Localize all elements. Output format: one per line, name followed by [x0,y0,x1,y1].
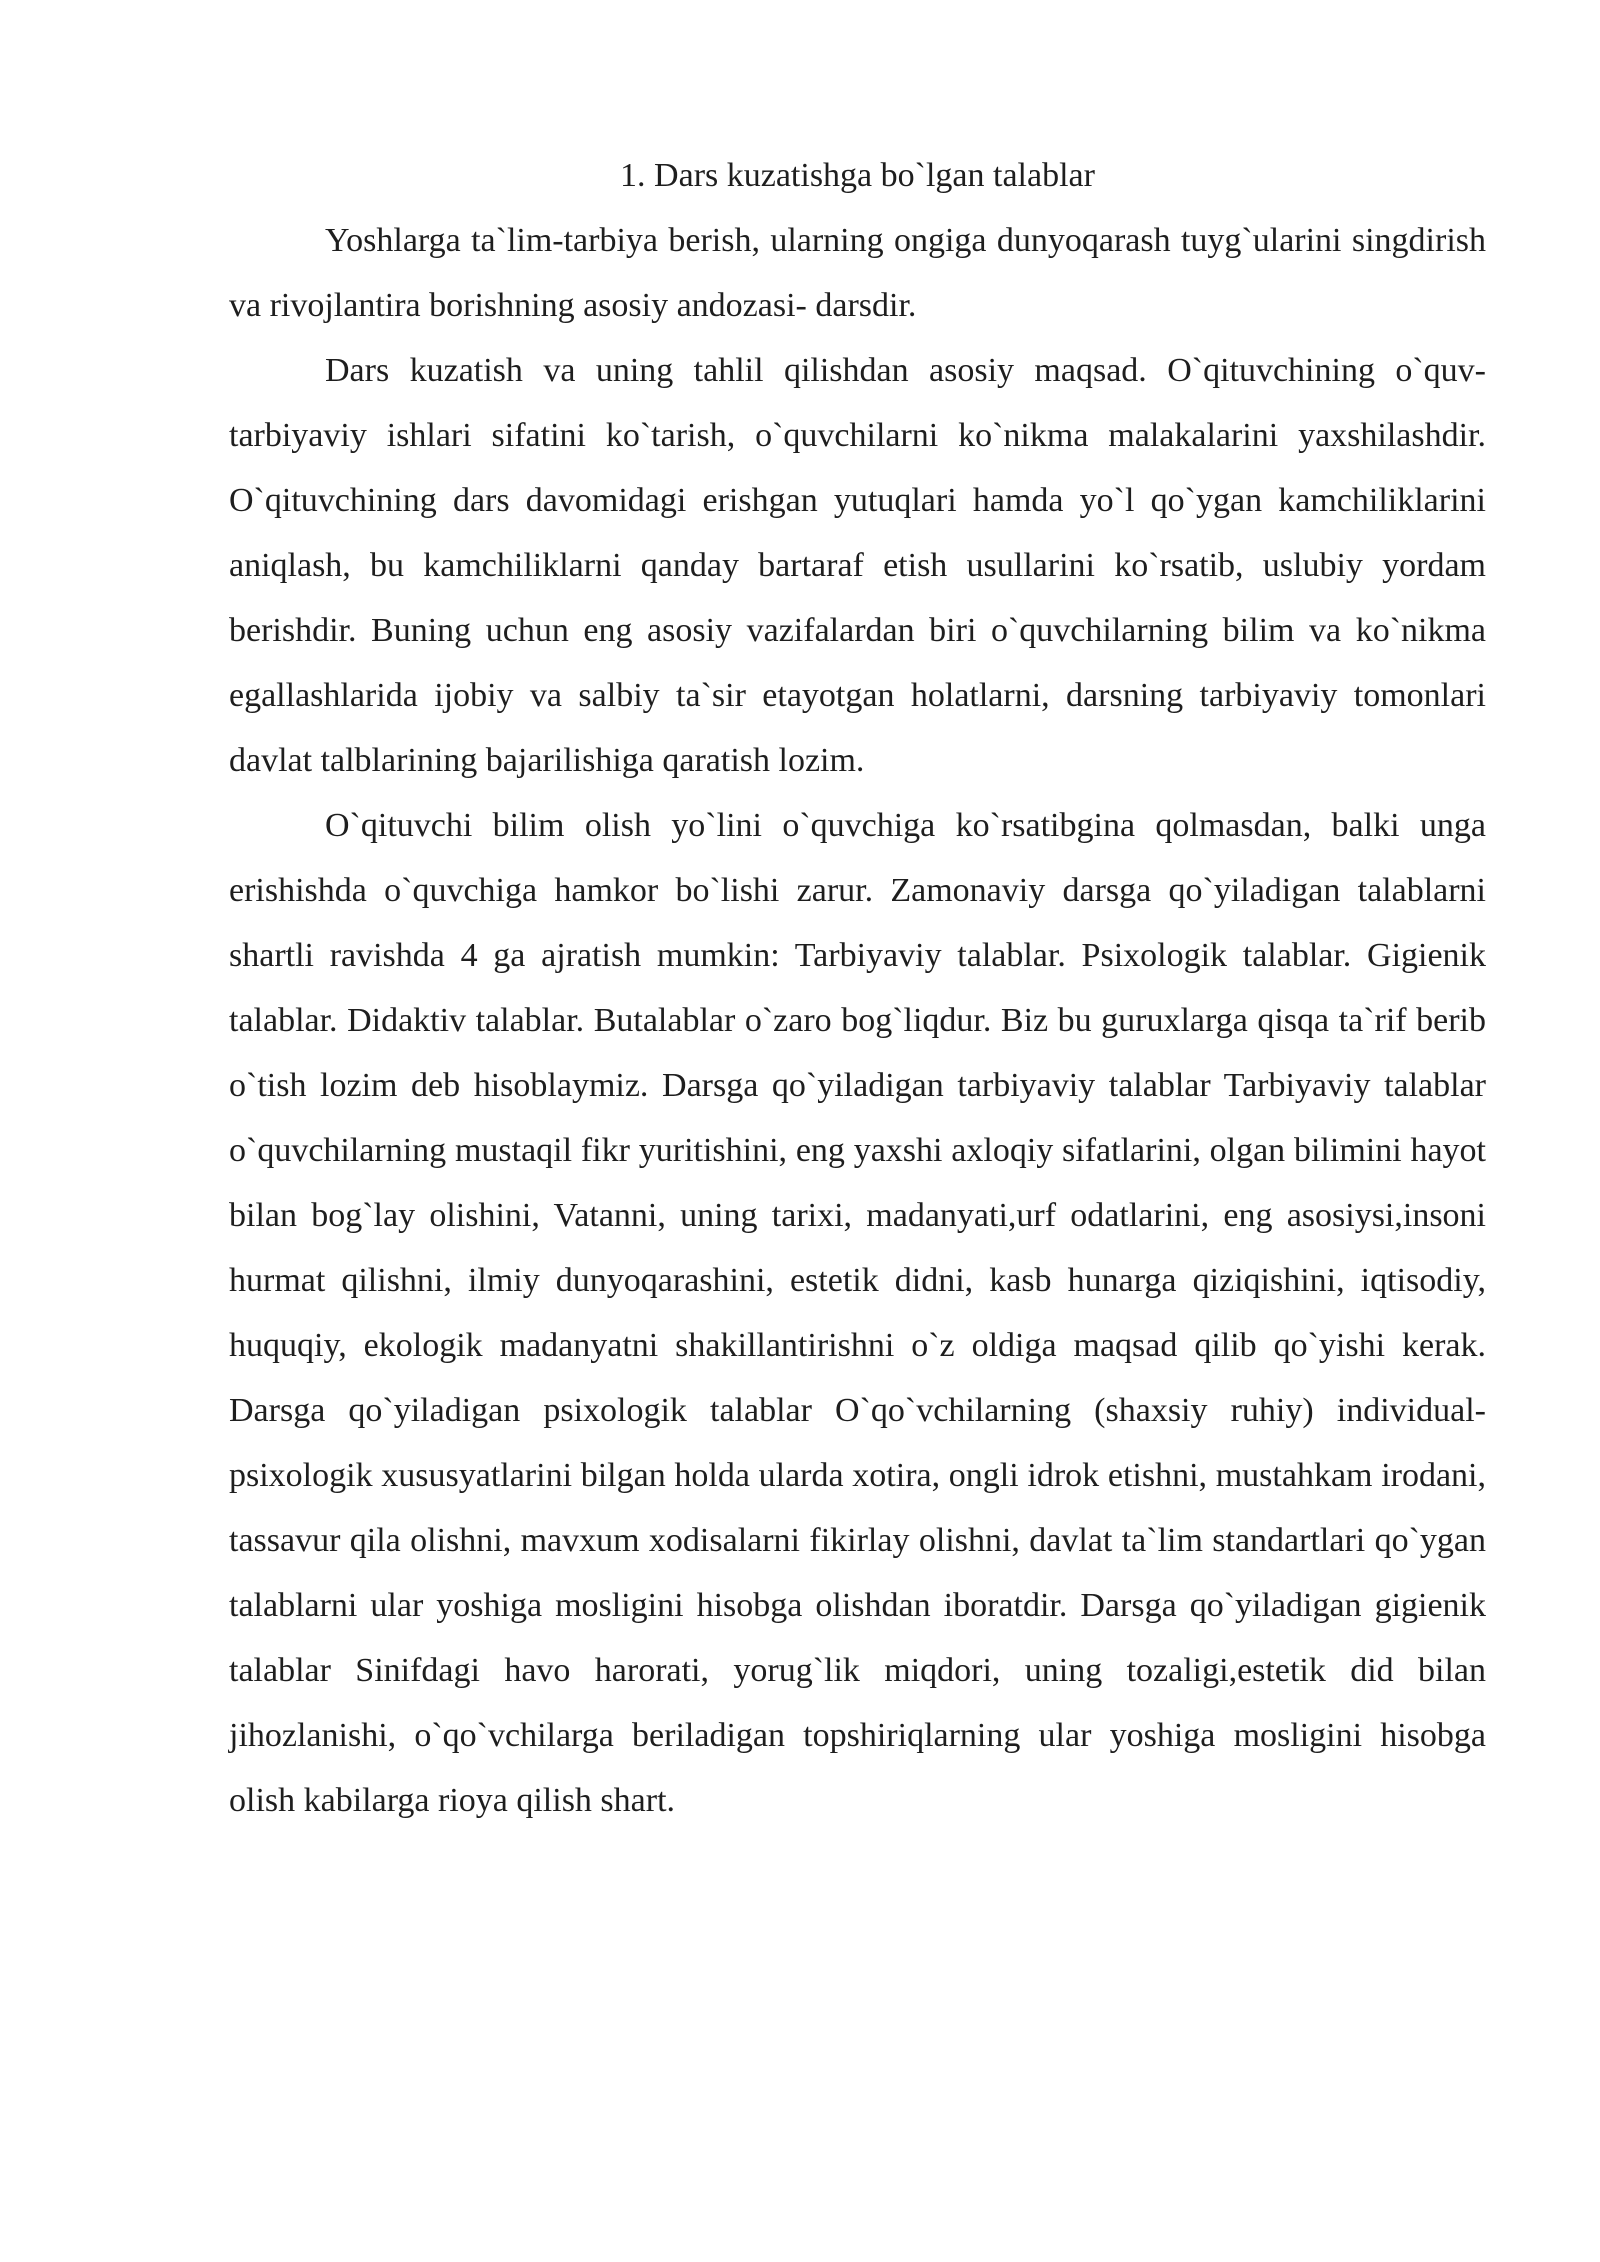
document-body [229,143,1486,1833]
paragraph-purpose: Dars kuzatish va uning tahlil qilishdan asosiy maqsad. O`qituvchining o`quv-tarbiyaviy ishlari sifatini ko`tarish, o`quvchilarni ko`nikma malakalarini yaxshilashdir. O`qituvchining dars davomidagi erishgan yutuqlari hamda yo`l qo`ygan kamchiliklarini aniqlash, bu kamchiliklarni qanday bartaraf etish usullarini ko`rsatib, uslubiy yordam berishdir. Buning uchun eng asosiy vazifalardan biri o`quvchilarning bilim va ko`nikma egallashlarida ijobiy va salbiy ta`sir etayotgan holatlarni, darsning tarbiyaviy tomonlari davlat talblarining bajarilishiga qaratish lozim. [229,352,1486,779]
paragraph-requirements: O`qituvchi bilim olish yo`lini o`quvchiga ko`rsatibgina qolmasdan, balki unga erishishda o`quvchiga hamkor bo`lishi zarur. Zamonaviy darsga qo`yiladigan talablarni shartli ravishda 4 ga ajratish mumkin: Tarbiyaviy talablar. Psixologik talablar. Gigienik talablar. Didaktiv talablar. Butalablar o`zaro bog`liqdur. Biz bu guruxlarga qisqa ta`rif berib o`tish lozim deb hisoblaymiz. Darsga qo`yiladigan tarbiyaviy talablar Tarbiyaviy talablar o`quvchilarning mustaqil fikr yuritishini, eng yaxshi axloqiy sifatlarini, olgan bilimini hayot bilan bog`lay olishini, Vatanni, uning tarixi, madanyati,urf odatlarini, eng asosiysi,insoni hurmat qilishni, ilmiy dunyoqarashini, estetik didni, kasb hunarga qiziqishini, iqtisodiy, huquqiy, ekologik madanyatni shakillantirishni o`z oldiga maqsad qilib qo`yishi kerak. Darsga qo`yiladigan psixologik talablar O`qo`vchilarning (shaxsiy ruhiy) individual- psixologik xususyatlarini bilgan holda ularda xotira, ongli idrok etishni, mustahkam irodani, tassavur qila olishni, mavxum xodisalarni fikirlay olishni, davlat ta`lim standartlari qo`ygan talablarni ular yoshiga mosligini hisobga olishdan iboratdir. Darsga qo`yiladigan gigienik talablar Sinifdagi havo harorati, yorug`lik miqdori, uning tozaligi,estetik did bilan jihozlanishi, o`qo`vchilarga beriladigan topshiriqlarning ular yoshiga mosligini hisobga olish kabilarga rioya qilish shart. [229,807,1486,1819]
paragraph-intro: Yoshlarga ta`lim-tarbiya berish, ularning ongiga dunyoqarash tuyg`ularini singdirish va rivojlantira borishning asosiy andozasi- darsdir. [229,222,1486,324]
section-title: 1. Dars kuzatishga bo`lgan talablar [620,157,1095,194]
